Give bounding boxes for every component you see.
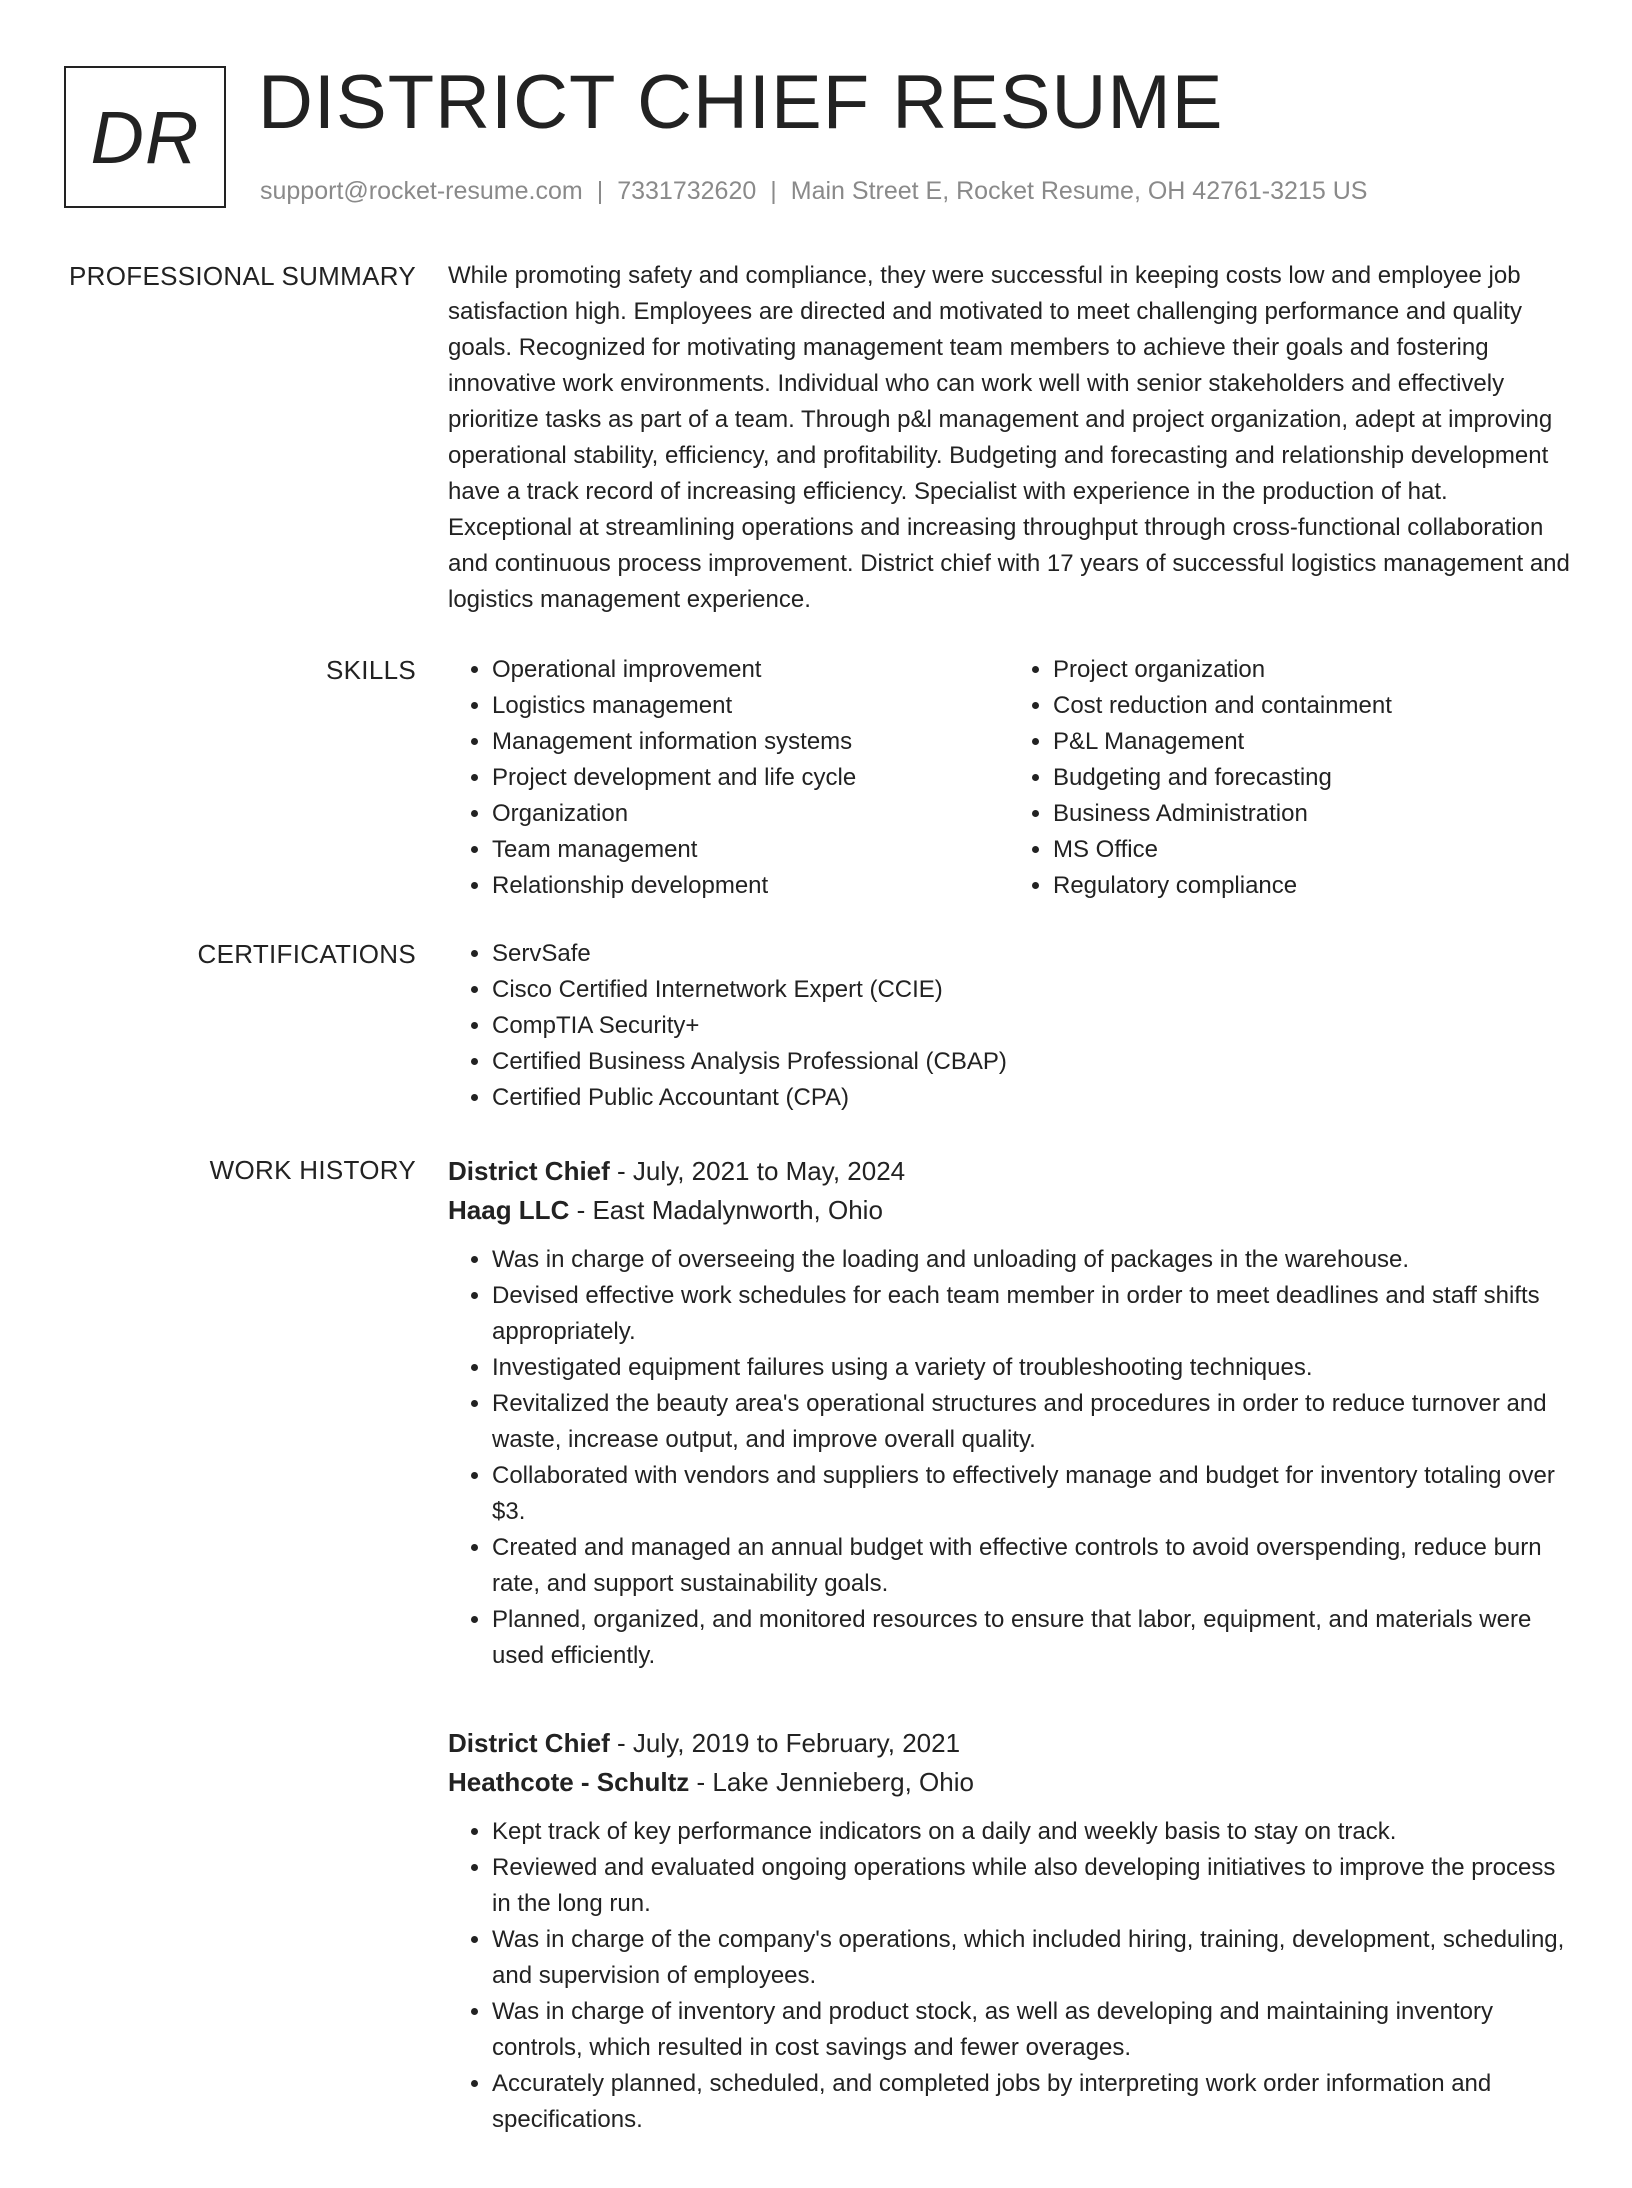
job-company: Haag LLC: [448, 1195, 570, 1225]
certifications-body: [448, 936, 1570, 1116]
job-bullets: [448, 1814, 1570, 2138]
skill-item: • Operational improvement: [492, 652, 1009, 688]
summary-body: [448, 258, 1570, 618]
job-bullets: [448, 1242, 1570, 1674]
certification-item: • Certified Public Accountant (CPA): [492, 1080, 1570, 1116]
job-bullet: • Was in charge of the company's operations, which included hiring, training, development, scheduling, and supervision of employees.: [492, 1922, 1570, 1994]
job-bullet: • Collaborated with vendors and suppliers to effectively manage and budget for inventory totaling over $3.: [492, 1458, 1570, 1530]
job-entry: [448, 1152, 1570, 1674]
contact-email: support@rocket-resume.com: [260, 177, 583, 205]
section-title: PROFESSIONAL SUMMARY: [69, 261, 416, 291]
skill-item: • Project development and life cycle: [492, 760, 1009, 796]
certification-item: • Certified Business Analysis Professional (CBAP): [492, 1044, 1570, 1080]
job-bullet: • Accurately planned, scheduled, and completed jobs by interpreting work order information and specifications.: [492, 2066, 1570, 2138]
job-role: District Chief: [448, 1156, 610, 1186]
skill-item: • Logistics management: [492, 688, 1009, 724]
job-company: Heathcote - Schultz: [448, 1767, 690, 1797]
skill-item: • Relationship development: [492, 868, 1009, 904]
contact-line: [260, 176, 1367, 206]
job-bullet: • Kept track of key performance indicators on a daily and weekly basis to stay on track.: [492, 1814, 1570, 1850]
job-dates: - July, 2019 to February, 2021: [609, 1728, 961, 1758]
job-bullet: • Devised effective work schedules for each team member in order to meet deadlines and staff shifts appropriately.: [492, 1278, 1570, 1350]
skills-list-right: [1009, 652, 1570, 904]
job-title-line: [448, 1152, 1570, 1191]
job-bullet: • Was in charge of inventory and product stock, as well as developing and maintaining inventory controls, which resulted in cost savings and fewer overages.: [492, 1994, 1570, 2066]
contact-separator: |: [596, 177, 604, 205]
job-company-line: [448, 1763, 1570, 1802]
contact-separator: |: [770, 177, 777, 205]
skill-item: • Cost reduction and containment: [1053, 688, 1570, 724]
skill-item: • Regulatory compliance: [1053, 868, 1570, 904]
skills-list-left: [448, 652, 1009, 904]
skills-body: [448, 652, 1570, 904]
job-role: District Chief: [448, 1728, 610, 1758]
job-bullet: • Was in charge of overseeing the loading and unloading of packages in the warehouse.: [492, 1242, 1570, 1278]
section-title: CERTIFICATIONS: [197, 939, 416, 969]
certifications-list: [448, 936, 1570, 1116]
job-bullet: • Created and managed an annual budget with effective controls to avoid overspending, reduce burn rate, and support sustainability goals.: [492, 1530, 1570, 1602]
certification-item: • CompTIA Security+: [492, 1008, 1570, 1044]
certification-item: • Cisco Certified Internetwork Expert (CCIE): [492, 972, 1570, 1008]
monogram-logo: DR: [64, 66, 226, 208]
skill-item: • Budgeting and forecasting: [1053, 760, 1570, 796]
skill-item: • Organization: [492, 796, 1009, 832]
work-history-body: [448, 1152, 1570, 2188]
job-entry: [448, 1724, 1570, 2138]
skill-item: • Project organization: [1053, 652, 1570, 688]
skill-item: • Management information systems: [492, 724, 1009, 760]
skills-grid: [448, 652, 1570, 904]
skill-item: • Team management: [492, 832, 1009, 868]
summary-text: While promoting safety and compliance, they were successful in keeping costs low and employee job satisfaction high. Employees are directed and motivated to meet challenging performance and quality goals. Recognized for motivating management team members to achieve their goals and fostering innovative work environments. Individual who can work well with senior stakeholders and effectively prioritize tasks as part of a team. Through p&l management and project organization, adept at improving operational stability, efficiency, and profitability. Budgeting and forecasting and relationship development have a track record of increasing efficiency. Specialist with experience in the production of hat. Exceptional at streamlining operations and increasing throughput through cross-functional collaboration and continuous process improvement. District chief with 17 years of successful logistics management and logistics management experience.: [448, 262, 1570, 613]
job-company-line: [448, 1191, 1570, 1230]
job-bullet: • Investigated equipment failures using a variety of troubleshooting techniques.: [492, 1350, 1570, 1386]
job-bullet: • Reviewed and evaluated ongoing operations while also developing initiatives to improve the process in the long run.: [492, 1850, 1570, 1922]
job-dates: - July, 2021 to May, 2024: [609, 1156, 906, 1186]
section-title: WORK HISTORY: [209, 1155, 416, 1185]
job-location: - East Madalynworth, Ohio: [569, 1195, 883, 1225]
skill-item: • Business Administration: [1053, 796, 1570, 832]
job-bullet: • Planned, organized, and monitored resources to ensure that labor, equipment, and materials were used efficiently.: [492, 1602, 1570, 1674]
job-title-line: [448, 1724, 1570, 1763]
contact-phone: 7331732620: [617, 177, 757, 205]
certification-item: • ServSafe: [492, 936, 1570, 972]
job-bullet: • Revitalized the beauty area's operational structures and procedures in order to reduce turnover and waste, increase output, and improve overall quality.: [492, 1386, 1570, 1458]
resume-title: DISTRICT CHIEF RESUME: [258, 60, 1224, 145]
skill-item: • P&L Management: [1053, 724, 1570, 760]
contact-address: Main Street E, Rocket Resume, OH 42761-3215 US: [790, 177, 1368, 205]
skill-item: • MS Office: [1053, 832, 1570, 868]
job-location: - Lake Jennieberg, Ohio: [689, 1767, 974, 1797]
section-title: SKILLS: [326, 655, 416, 685]
